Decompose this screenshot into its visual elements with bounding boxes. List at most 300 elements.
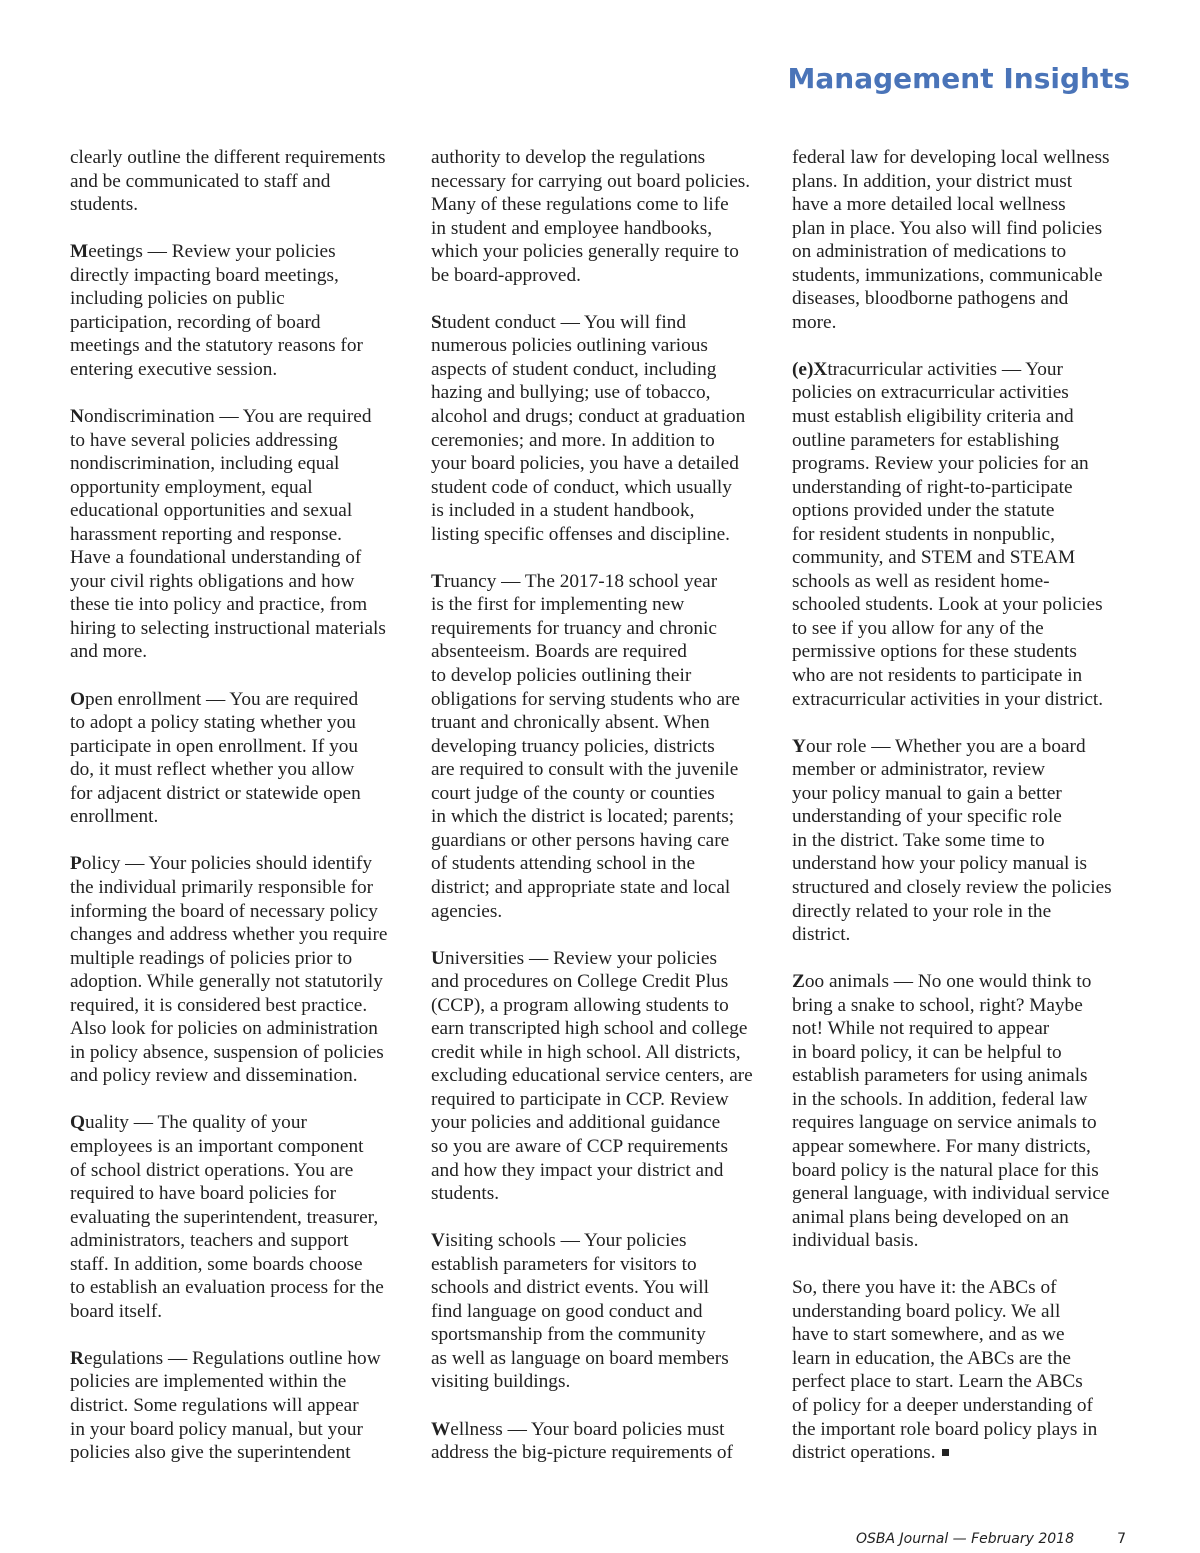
line-text: educational opportunities and sexual (70, 500, 353, 522)
text-line (70, 240, 415, 264)
line-text: district operations. (792, 1442, 936, 1464)
text-line (792, 240, 1137, 264)
drop-letter: T (431, 570, 444, 592)
line-text: in the district. Take some time to (792, 829, 1045, 851)
line-text: guardians or other persons having care (431, 829, 730, 851)
line-text: district; and appropriate state and local (431, 876, 731, 898)
line-text: plans. In addition, your district must (792, 170, 1073, 192)
line-text: animal plans being developed on an (792, 1206, 1069, 1228)
line-text: learn in education, the ABCs are the (792, 1347, 1071, 1369)
text-line (431, 852, 776, 876)
line-text: hazing and bullying; use of tobacco, (431, 382, 711, 404)
text-line (431, 1323, 776, 1347)
text-line (431, 1300, 776, 1324)
text-line (792, 1370, 1137, 1394)
end-of-article-mark (942, 1449, 949, 1456)
text-line (431, 264, 776, 288)
line-text: uality — The quality of your (85, 1112, 307, 1134)
text-line (431, 476, 776, 500)
text-line (70, 193, 415, 217)
text-line (70, 876, 415, 900)
line-text: your policy manual to gain a better (792, 782, 1062, 804)
line-text: staff. In addition, some boards choose (70, 1253, 363, 1275)
line-text: credit while in high school. All districts, (431, 1041, 741, 1063)
line-text: niversities — Review your policies (444, 947, 717, 969)
text-line (792, 664, 1137, 688)
text-line (70, 617, 415, 641)
line-text: and policy review and dissemination. (70, 1065, 358, 1087)
text-line (70, 311, 415, 335)
line-text: aspects of student conduct, including (431, 358, 717, 380)
paragraph (70, 688, 415, 829)
line-text: policies are implemented within the (70, 1371, 347, 1393)
line-text: schools as well as resident home- (792, 570, 1050, 592)
text-line (70, 640, 415, 664)
line-text: extracurricular activities in your district. (792, 688, 1104, 710)
text-line (70, 429, 415, 453)
text-line (792, 1017, 1137, 1041)
line-text: permissive options for these students (792, 641, 1077, 663)
text-line (431, 240, 776, 264)
line-text: to adopt a policy stating whether you (70, 712, 356, 734)
text-line (792, 429, 1137, 453)
text-line (70, 735, 415, 759)
line-text: general language, with individual service (792, 1183, 1110, 1205)
text-line (792, 876, 1137, 900)
line-text: multiple readings of policies prior to (70, 947, 353, 969)
line-text: developing truancy policies, districts (431, 735, 715, 757)
text-line (70, 711, 415, 735)
line-text: are required to consult with the juvenile (431, 759, 739, 781)
text-line (792, 1323, 1137, 1347)
line-text: in student and employee handbooks, (431, 217, 713, 239)
paragraph (792, 970, 1137, 1253)
line-text: informing the board of necessary policy (70, 900, 378, 922)
line-text: understanding of right-to-participate (792, 476, 1073, 498)
line-text: board itself. (70, 1300, 163, 1322)
text-line (70, 593, 415, 617)
paragraph (431, 570, 776, 923)
line-text: bring a snake to school, right? Maybe (792, 994, 1083, 1016)
text-line (431, 429, 776, 453)
text-line (70, 405, 415, 429)
line-text: for resident students in nonpublic, (792, 523, 1055, 545)
line-text: your board policies, you have a detailed (431, 453, 739, 475)
line-text: sportsmanship from the community (431, 1324, 706, 1346)
line-text: students. (70, 194, 139, 216)
text-line (792, 546, 1137, 570)
text-line (792, 381, 1137, 405)
line-text: our role — Whether you are a board (805, 735, 1086, 757)
text-line (70, 923, 415, 947)
page-number: 7 (1117, 1531, 1126, 1547)
text-line (431, 452, 776, 476)
line-text: of school district operations. You are (70, 1159, 354, 1181)
line-text: students. (431, 1183, 500, 1205)
line-text: schooled students. Look at your policies (792, 594, 1103, 616)
line-text: establish parameters for using animals (792, 1065, 1088, 1087)
text-line (70, 334, 415, 358)
text-line (431, 1276, 776, 1300)
line-text: tracurricular activities — Your (827, 358, 1063, 380)
line-text: is the first for implementing new (431, 594, 685, 616)
text-line (431, 1253, 776, 1277)
line-text: opportunity employment, equal (70, 476, 313, 498)
line-text: visiting buildings. (431, 1371, 571, 1393)
text-line (431, 193, 776, 217)
line-text: not! While not required to appear (792, 1018, 1050, 1040)
text-line (70, 476, 415, 500)
text-line (792, 523, 1137, 547)
line-text: ceremonies; and more. In addition to (431, 429, 715, 451)
drop-letter: Z (792, 971, 805, 993)
text-line (792, 499, 1137, 523)
text-line (70, 1064, 415, 1088)
line-text: policies on extracurricular activities (792, 382, 1069, 404)
line-text: absenteeism. Boards are required (431, 641, 687, 663)
text-line (70, 1300, 415, 1324)
line-text: to develop policies outlining their (431, 665, 692, 687)
paragraph (792, 146, 1137, 334)
line-text: and more. (70, 641, 148, 663)
text-line (431, 829, 776, 853)
text-line (431, 1088, 776, 1112)
line-text: Many of these regulations come to life (431, 194, 729, 216)
text-line (70, 852, 415, 876)
text-line (792, 1394, 1137, 1418)
line-text: in board policy, it can be helpful to (792, 1041, 1062, 1063)
line-text: required to participate in CCP. Review (431, 1088, 729, 1110)
text-line (70, 264, 415, 288)
text-line (431, 499, 776, 523)
line-text: So, there you have it: the ABCs of (792, 1277, 1057, 1299)
text-line (70, 1394, 415, 1418)
drop-letter: P (70, 853, 82, 875)
text-line (431, 1017, 776, 1041)
text-line (431, 217, 776, 241)
text-line (792, 593, 1137, 617)
line-text: find language on good conduct and (431, 1300, 703, 1322)
text-line (792, 1041, 1137, 1065)
line-text: meetings and the statutory reasons for (70, 335, 363, 357)
paragraph (431, 146, 776, 287)
text-line (431, 994, 776, 1018)
text-line (792, 264, 1137, 288)
text-line (431, 735, 776, 759)
text-line (431, 970, 776, 994)
line-text: board policy is the natural place for this (792, 1159, 1099, 1181)
text-line (431, 1418, 776, 1442)
line-text: understanding of your specific role (792, 806, 1062, 828)
line-text: to see if you allow for any of the (792, 617, 1044, 639)
line-text: listing specific offenses and discipline. (431, 523, 730, 545)
line-text: schools and district events. You will (431, 1277, 709, 1299)
text-line (70, 947, 415, 971)
text-line (431, 523, 776, 547)
text-line (70, 358, 415, 382)
line-text: policies also give the superintendent (70, 1442, 351, 1464)
text-line (431, 1370, 776, 1394)
text-line (792, 570, 1137, 594)
text-line (792, 829, 1137, 853)
line-text: district. Some regulations will appear (70, 1394, 359, 1416)
text-line (792, 1441, 1137, 1465)
text-line (70, 452, 415, 476)
line-text: court judge of the county or counties (431, 782, 715, 804)
line-text: clearly outline the different requirements (70, 147, 386, 168)
line-text: students, immunizations, communicable (792, 264, 1103, 286)
line-text: tudent conduct — You will find (441, 311, 686, 333)
line-text: which your policies generally require to (431, 241, 739, 263)
text-line (70, 1229, 415, 1253)
line-text: participate in open enrollment. If you (70, 735, 359, 757)
text-line (792, 688, 1137, 712)
line-text: employees is an important component (70, 1135, 364, 1157)
text-line (792, 735, 1137, 759)
line-text: in the schools. In addition, federal law (792, 1088, 1088, 1110)
text-line (431, 640, 776, 664)
text-line (792, 617, 1137, 641)
text-line (431, 170, 776, 194)
line-text: obligations for serving students who are (431, 688, 740, 710)
text-line (792, 1206, 1137, 1230)
line-text: plan in place. You also will find policies (792, 217, 1103, 239)
line-text: and how they impact your district and (431, 1159, 724, 1181)
text-line (70, 805, 415, 829)
text-line (431, 593, 776, 617)
text-line (70, 970, 415, 994)
paragraph (431, 311, 776, 546)
text-line (792, 170, 1137, 194)
paragraph (70, 405, 415, 664)
text-line (431, 1064, 776, 1088)
text-line (431, 782, 776, 806)
text-line (431, 1041, 776, 1065)
text-line (70, 1017, 415, 1041)
section-title: Management Insights (787, 62, 1130, 95)
line-text: pen enrollment — You are required (85, 688, 359, 710)
drop-letter: R (70, 1347, 84, 1369)
text-line (792, 1229, 1137, 1253)
text-line (431, 381, 776, 405)
line-text: on administration of medications to (792, 241, 1067, 263)
text-line (792, 146, 1137, 170)
text-line (431, 900, 776, 924)
paragraph (431, 1418, 776, 1465)
line-text: including policies on public (70, 288, 285, 310)
paragraph (70, 240, 415, 381)
line-text: of students attending school in the (431, 853, 696, 875)
text-line (70, 1135, 415, 1159)
text-line (70, 1206, 415, 1230)
text-line (70, 758, 415, 782)
line-text: olicy — Your policies should identify (81, 853, 373, 875)
line-text: diseases, bloodborne pathogens and (792, 288, 1069, 310)
line-text: alcohol and drugs; conduct at graduation (431, 406, 746, 428)
text-line (792, 1347, 1137, 1371)
line-text: your civil rights obligations and how (70, 570, 355, 592)
line-text: understand how your policy manual is (792, 853, 1088, 875)
text-line (792, 1135, 1137, 1159)
line-text: truant and chronically absent. When (431, 712, 710, 734)
text-line (792, 805, 1137, 829)
text-line (792, 476, 1137, 500)
line-text: federal law for developing local wellness (792, 147, 1110, 168)
line-text: authority to develop the regulations (431, 147, 706, 168)
text-line (431, 146, 776, 170)
line-text: earn transcripted high school and college (431, 1018, 748, 1040)
drop-letter: S (431, 311, 442, 333)
drop-letter: Q (70, 1112, 85, 1134)
text-line (792, 852, 1137, 876)
footer-journal-issue: OSBA Journal — February 2018 (856, 1531, 1074, 1547)
line-text: perfect place to start. Learn the ABCs (792, 1371, 1083, 1393)
text-line (792, 640, 1137, 664)
line-text: in policy absence, suspension of policies (70, 1041, 384, 1063)
line-text: evaluating the superintendent, treasurer, (70, 1206, 379, 1228)
text-line (792, 1300, 1137, 1324)
text-line (70, 994, 415, 1018)
line-text: (CCP), a program allowing students to (431, 994, 729, 1016)
line-text: ruancy — The 2017-18 school year (443, 570, 718, 592)
line-text: excluding educational service centers, are (431, 1065, 753, 1087)
line-text: member or administrator, review (792, 759, 1046, 781)
text-line (70, 170, 415, 194)
line-text: enrollment. (70, 806, 159, 828)
text-line (70, 1441, 415, 1465)
text-line (70, 1418, 415, 1442)
line-text: options provided under the statute (792, 500, 1055, 522)
drop-letter: M (70, 241, 89, 263)
text-line (431, 711, 776, 735)
line-text: required, it is considered best practice. (70, 994, 368, 1016)
text-line (70, 570, 415, 594)
line-text: directly related to your role in the (792, 900, 1052, 922)
text-line (792, 1159, 1137, 1183)
text-line (70, 900, 415, 924)
text-line (792, 358, 1137, 382)
drop-letter: O (70, 688, 85, 710)
line-text: appear somewhere. For many districts, (792, 1135, 1091, 1157)
line-text: for adjacent district or statewide open (70, 782, 361, 804)
drop-letter: W (431, 1418, 451, 1440)
text-line (70, 1182, 415, 1206)
line-text: of policy for a deeper understanding of (792, 1394, 1093, 1416)
text-line (431, 805, 776, 829)
line-text: have a more detailed local wellness (792, 194, 1066, 216)
line-text: the individual primarily responsible for (70, 876, 374, 898)
line-text: address the big-picture requirements of (431, 1442, 733, 1464)
line-text: numerous policies outlining various (431, 335, 708, 357)
line-text: as well as language on board members (431, 1347, 729, 1369)
text-line (431, 1182, 776, 1206)
line-text: Have a foundational understanding of (70, 547, 362, 569)
text-line (70, 1276, 415, 1300)
line-text: nondiscrimination, including equal (70, 453, 340, 475)
line-text: is included in a student handbook, (431, 500, 695, 522)
text-line (431, 1229, 776, 1253)
text-line (431, 617, 776, 641)
column-1 (70, 146, 415, 1488)
line-text: so you are aware of CCP requirements (431, 1135, 728, 1157)
line-text: required to have board policies for (70, 1183, 337, 1205)
text-line (431, 405, 776, 429)
line-text: do, it must reflect whether you allow (70, 759, 355, 781)
line-text: adoption. While generally not statutorily (70, 971, 383, 993)
line-text: ondiscrimination — You are required (83, 406, 372, 428)
text-line (792, 923, 1137, 947)
text-line (792, 311, 1137, 335)
line-text: outline parameters for establishing (792, 429, 1060, 451)
line-text: programs. Review your policies for an (792, 453, 1089, 475)
text-line (431, 570, 776, 594)
text-line (70, 1159, 415, 1183)
text-line (431, 334, 776, 358)
line-text: administrators, teachers and support (70, 1230, 349, 1252)
paragraph (431, 947, 776, 1206)
line-text: more. (792, 311, 837, 333)
text-line (70, 499, 415, 523)
paragraph (70, 1111, 415, 1323)
text-line (431, 1159, 776, 1183)
column-2 (431, 146, 776, 1488)
text-line (70, 287, 415, 311)
paragraph (792, 735, 1137, 947)
text-line (792, 217, 1137, 241)
line-text: district. (792, 924, 851, 946)
line-text: and procedures on College Credit Plus (431, 971, 729, 993)
paragraph (70, 146, 415, 217)
text-line (70, 782, 415, 806)
text-line (70, 1111, 415, 1135)
line-text: participation, recording of board (70, 311, 321, 333)
paragraph (70, 852, 415, 1087)
paragraph (792, 358, 1137, 711)
line-text: your policies and additional guidance (431, 1112, 721, 1134)
text-line (70, 546, 415, 570)
line-text: to have several policies addressing (70, 429, 338, 451)
text-line (70, 688, 415, 712)
line-text: understanding board policy. We all (792, 1300, 1061, 1322)
line-text: isiting schools — Your policies (444, 1230, 687, 1252)
line-text: entering executive session. (70, 358, 278, 380)
line-text: individual basis. (792, 1230, 919, 1252)
line-text: community, and STEM and STEAM (792, 547, 1076, 569)
text-line (792, 1276, 1137, 1300)
line-text: be board-approved. (431, 264, 581, 286)
text-line (70, 1347, 415, 1371)
text-line (792, 900, 1137, 924)
line-text: ellness — Your board policies must (450, 1418, 725, 1440)
text-line (792, 1064, 1137, 1088)
text-line (70, 523, 415, 547)
text-line (431, 688, 776, 712)
text-line (792, 1088, 1137, 1112)
line-text: in your board policy manual, but your (70, 1418, 363, 1440)
line-text: Also look for policies on administration (70, 1018, 378, 1040)
text-line (431, 358, 776, 382)
line-text: requires language on service animals to (792, 1112, 1097, 1134)
line-text: establish parameters for visitors to (431, 1253, 697, 1275)
paragraph (792, 1276, 1137, 1464)
drop-letter: U (431, 947, 445, 969)
text-line (431, 947, 776, 971)
line-text: requirements for truancy and chronic (431, 617, 717, 639)
text-line (431, 664, 776, 688)
drop-letter: V (431, 1230, 445, 1252)
line-text: the important role board policy plays in (792, 1418, 1098, 1440)
text-line (792, 758, 1137, 782)
